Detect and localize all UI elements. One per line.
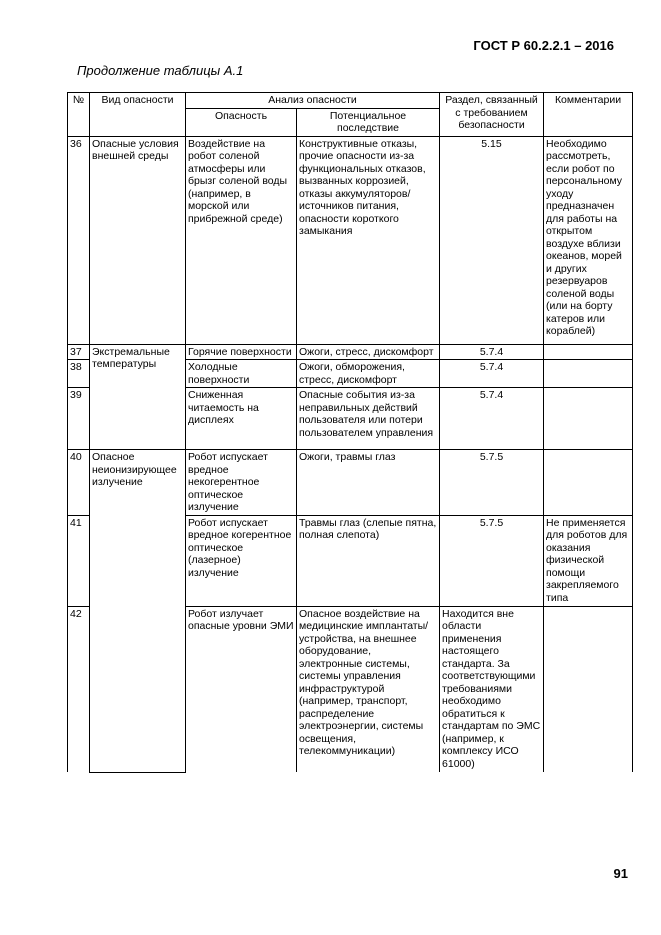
page-number: 91: [613, 866, 628, 881]
row-number: 41: [68, 515, 90, 606]
consequence: Опасные события из-за неправильных действий пользователя или потери пользователем управления: [297, 388, 440, 450]
section-ref: 5.7.4: [440, 344, 544, 360]
header-comments: Комментарии: [544, 93, 633, 137]
row-number: 37: [68, 344, 90, 360]
comment: Не применяется для роботов для оказания физической помощи закрепляемого типа: [544, 515, 633, 606]
hazard: Воздействие на робот соленой атмосферы или брызг соленой воды (например, в морской или прибрежной среде): [186, 136, 297, 344]
consequence: Травмы глаз (слепые пятна, полная слепота): [297, 515, 440, 606]
header-num: №: [68, 93, 90, 137]
table-row: [68, 136, 633, 344]
consequence: Ожоги, стресс, дискомфорт: [297, 344, 440, 360]
hazard: Холодные поверхности: [186, 360, 297, 388]
header-hazard: Опасность: [186, 108, 297, 136]
comment: [544, 606, 633, 772]
section-ref: 5.7.5: [440, 450, 544, 516]
hazard: Робот испускает вредное когерентное оптическое (лазерное) излучение: [186, 515, 297, 606]
row-number: 36: [68, 136, 90, 344]
row-number: 39: [68, 388, 90, 450]
hazard: Горячие поверхности: [186, 344, 297, 360]
section-ref: Находится вне области применения настоящего стандарта. За соответствующими требованиями необходимо обратиться к стандартам по ЭМС (например, к комплексу ИСО 61000): [440, 606, 544, 772]
section-ref: 5.7.4: [440, 360, 544, 388]
section-ref: 5.15: [440, 136, 544, 344]
table-caption: Продолжение таблицы А.1: [77, 63, 244, 78]
table-row: [68, 450, 633, 516]
comment: [544, 388, 633, 450]
header-section: Раздел, связанный с требованием безопасности: [440, 93, 544, 137]
comment: [544, 360, 633, 388]
row-number: 40: [68, 450, 90, 516]
consequence: Ожоги, обморожения, стресс, дискомфорт: [297, 360, 440, 388]
hazard: Робот излучает опасные уровни ЭМИ: [186, 606, 297, 772]
header-row-1: [68, 93, 633, 109]
section-ref: 5.7.4: [440, 388, 544, 450]
consequence: Конструктивные отказы, прочие опасности из-за функциональных отказов, вызванных коррозией, отказы аккумуляторов/источников питания, опасности короткого замыкания: [297, 136, 440, 344]
header-hazard-analysis: Анализ опасности: [186, 93, 440, 109]
table-row: [68, 344, 633, 360]
hazard-type: Экстремальные температуры: [90, 344, 186, 450]
consequence: Опасное воздействие на медицинские имплантаты/устройства, на внешнее оборудование, электронные системы, системы управления инфраструктурой (например, транспорт, распределение электроэнергии, системы освещения, телекоммуникации): [297, 606, 440, 772]
hazard: Робот испускает вредное некогерентное оптическое излучение: [186, 450, 297, 516]
hazard-type: Опасные условия внешней среды: [90, 136, 186, 344]
row-number: 38: [68, 360, 90, 388]
hazard-type: Опасное неионизирующее излучение: [90, 450, 186, 773]
comment: [544, 450, 633, 516]
comment: Необходимо рассмотреть, если робот по персональному уходу предназначен для работы на открытом воздухе вблизи океанов, морей и других резервуаров соленой воды (или на борту катеров или кораблей): [544, 136, 633, 344]
row-number: 42: [68, 606, 90, 772]
consequence: Ожоги, травмы глаз: [297, 450, 440, 516]
header-consequence: Потенциальное последствие: [297, 108, 440, 136]
comment: [544, 344, 633, 360]
header-hazard-type: Вид опасности: [90, 93, 186, 137]
standard-code: ГОСТ Р 60.2.2.1 – 2016: [473, 38, 614, 53]
hazard: Сниженная читаемость на дисплеях: [186, 388, 297, 450]
hazard-table: [67, 92, 633, 773]
section-ref: 5.7.5: [440, 515, 544, 606]
